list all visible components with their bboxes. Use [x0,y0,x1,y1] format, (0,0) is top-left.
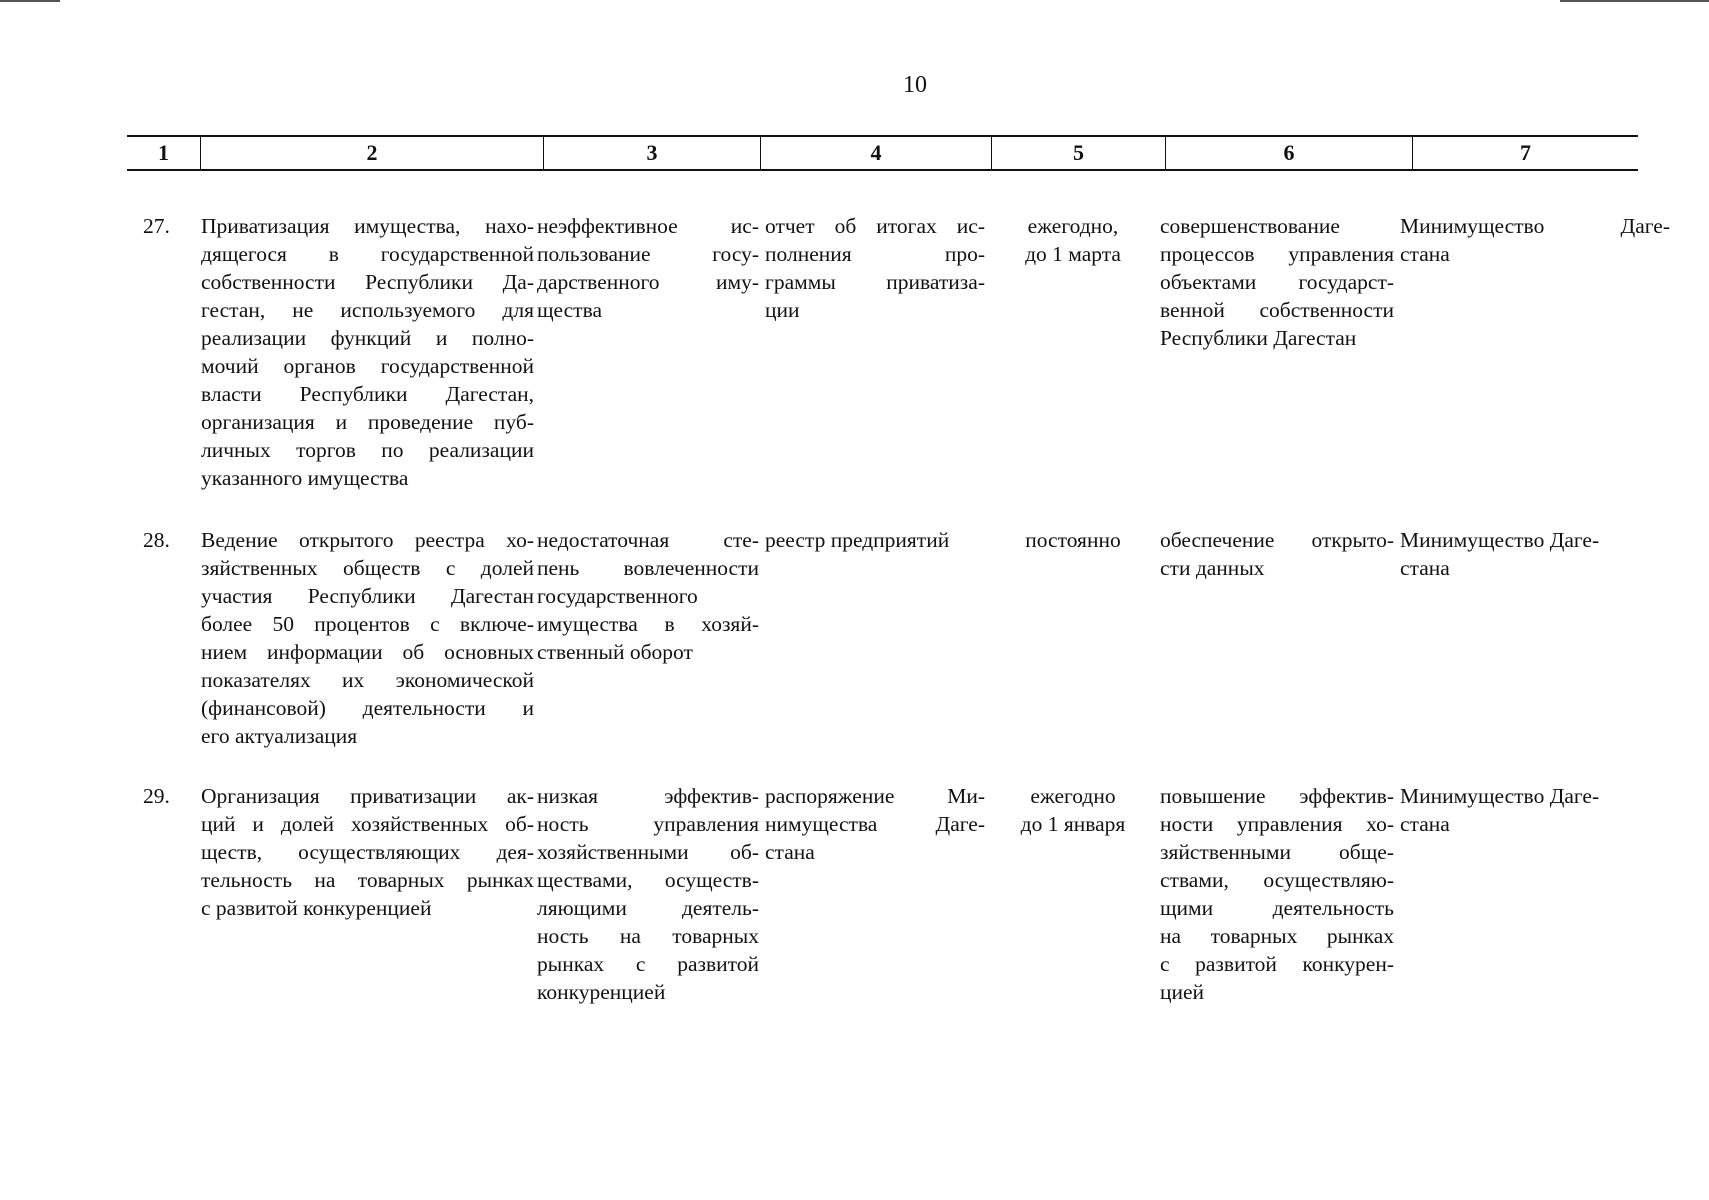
deadline-cell [1005,782,1141,838]
deadline-line: постоянно [1025,528,1121,552]
responsible-executor-cell [1400,212,1670,268]
measure-name-line: (финансовой) деятельности и [201,696,534,720]
problem-description-line: имущества в хозяй- [537,612,759,636]
problem-description-line: конкуренцией [537,980,666,1004]
measure-name-line: собственности Республики Да- [201,270,534,294]
measure-name-line: участия Республики Дагестан [201,584,534,608]
result-document-line: полнения про- [765,242,985,266]
column-header-5: 5 [992,136,1166,170]
responsible-executor-line: стана [1400,812,1450,836]
column-header-4: 4 [761,136,992,170]
measure-name-cell [201,526,534,750]
problem-description-line: ность на товарных [537,924,759,948]
result-document-cell [765,212,985,324]
expected-result-line: процессов управления [1160,242,1394,266]
row-number: 28. [143,528,170,552]
result-document-line: ции [765,298,800,322]
measure-name-line: Ведение открытого реестра хо- [201,528,534,552]
problem-description-line: ляющими деятель- [537,896,759,920]
problem-description-line: ществами, осуществ- [537,868,759,892]
measure-name-line: дящегося в государственной [201,242,534,266]
measure-name-line: с развитой конкуренцией [201,896,432,920]
deadline-line: до 1 марта [1025,242,1121,266]
problem-description-line: ность управления [537,812,759,836]
expected-result-line: венной собственности [1160,298,1394,322]
problem-description-line: недостаточная сте- [537,528,759,552]
measure-name-line: указанного имущества [201,466,409,490]
problem-description-line: хозяйственными об- [537,840,759,864]
responsible-executor-cell [1400,782,1670,838]
expected-result-cell [1160,526,1394,582]
result-document-cell [765,526,985,554]
expected-result-cell [1160,212,1394,352]
expected-result-line: на товарных рынках [1160,924,1394,948]
responsible-executor-line: Минимущество Даге- [1400,784,1600,808]
expected-result-line: сти данных [1160,556,1265,580]
measure-name-line: показателях их экономической [201,668,534,692]
measure-name-line: его актуализация [201,724,358,748]
result-document-line: отчет об итогах ис- [765,214,985,238]
measure-name-line: Организация приватизации ак- [201,784,534,808]
column-header-row [127,136,1638,170]
expected-result-line: цией [1160,980,1205,1004]
problem-description-line: пень вовлеченности [537,556,759,580]
problem-description-cell [537,782,759,1006]
measure-name-cell [201,212,534,492]
scan-edge-right [1560,0,1709,2]
responsible-executor-cell [1400,526,1670,582]
measure-name-line: зяйственных обществ с долей [201,556,534,580]
column-header-1: 1 [158,140,169,165]
measure-name-line: ций и долей хозяйственных об- [201,812,534,836]
expected-result-line: зяйственными обще- [1160,840,1394,864]
problem-description-cell [537,212,759,324]
expected-result-line: с развитой конкурен- [1160,952,1394,976]
column-header-6: 6 [1166,136,1413,170]
expected-result-line: щими деятельность [1160,896,1394,920]
problem-description-cell [537,526,759,666]
measure-name-line: более 50 процентов с включе- [201,612,534,636]
expected-result-line: совершенствование [1160,214,1340,238]
measure-name-line: личных торгов по реализации [201,438,534,462]
scan-edge-left [0,0,60,2]
expected-result-line: объектами государст- [1160,270,1394,294]
result-document-cell [765,782,985,866]
expected-result-line: повышение эффектив- [1160,784,1394,808]
measure-name-line: Приватизация имущества, нахо- [201,214,534,238]
page-number: 10 [903,72,927,98]
result-document-line: граммы приватиза- [765,270,985,294]
measure-name-line: власти Республики Дагестан, [201,382,534,406]
column-header-2: 2 [201,136,544,170]
deadline-line: ежегодно, [1027,214,1119,238]
problem-description-line: неэффективное ис- [537,214,759,238]
column-header-3: 3 [544,136,761,170]
measure-name-line: тельность на товарных рынках [201,868,534,892]
measure-name-line: ществ, осуществляющих дея- [201,840,534,864]
deadline-line: до 1 января [1020,812,1126,836]
result-document-line: стана [765,840,815,864]
measure-name-line: реализации функций и полно- [201,326,534,350]
problem-description-line: щества [537,298,602,322]
column-header-7: 7 [1413,136,1639,170]
result-document-line: нимущества Даге- [765,812,985,836]
problem-description-line: ственный оборот [537,640,693,664]
responsible-executor-line: стана [1400,556,1450,580]
expected-result-line: ности управления хо- [1160,812,1394,836]
row-number: 29. [143,784,170,808]
column-header-table [127,135,1638,171]
responsible-executor-line: стана [1400,242,1450,266]
expected-result-line: Республики Дагестан [1160,326,1357,350]
result-document-line: реестр предприятий [765,528,950,552]
measure-name-line: мочий органов государственной [201,354,534,378]
result-document-line: распоряжение Ми- [765,784,985,808]
problem-description-line: дарственного иму- [537,270,759,294]
problem-description-line: государственного [537,584,698,608]
measure-name-line: гестан, не используемого для [201,298,534,322]
expected-result-cell [1160,782,1394,1006]
deadline-cell [1005,212,1141,268]
measure-name-line: организация и проведение пуб- [201,410,534,434]
measure-name-line: нием информации об основных [201,640,534,664]
deadline-line: ежегодно [1030,784,1116,808]
expected-result-line: ствами, осуществляю- [1160,868,1394,892]
row-number: 27. [143,214,170,238]
measure-name-cell [201,782,534,922]
problem-description-line: низкая эффектив- [537,784,759,808]
responsible-executor-line: Минимущество Даге- [1400,528,1600,552]
expected-result-line: обеспечение открыто- [1160,528,1394,552]
deadline-cell [1005,526,1141,554]
problem-description-line: пользование госу- [537,242,759,266]
problem-description-line: рынках с развитой [537,952,759,976]
responsible-executor-line: Минимущество Даге- [1400,214,1670,238]
